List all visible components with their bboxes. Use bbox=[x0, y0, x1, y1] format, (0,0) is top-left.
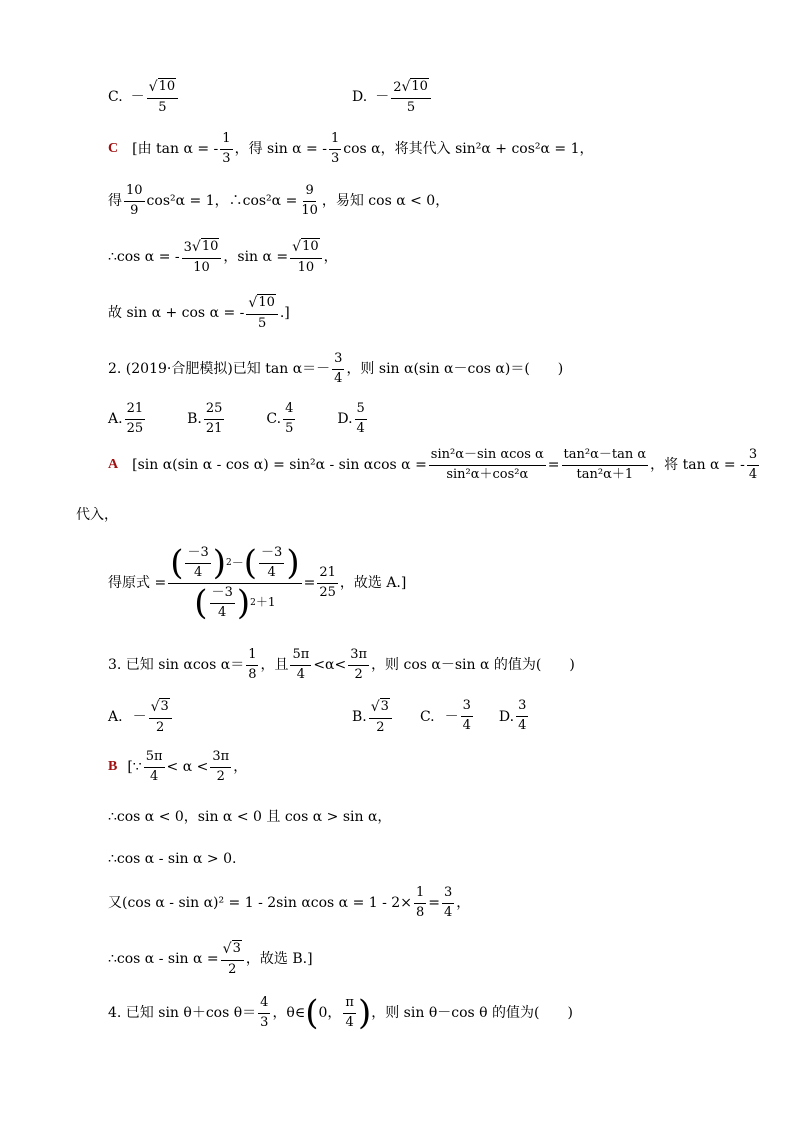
minus-sign: － bbox=[130, 88, 145, 105]
denominator: tan²α＋1 bbox=[576, 466, 634, 482]
exponent: 2 bbox=[250, 598, 256, 609]
text: <α< bbox=[313, 657, 347, 674]
text: ，易知 cos α < 0， bbox=[321, 193, 450, 210]
text: 又(cos α - sin α)² = 1 - 2sin αcos α = 1 - 2× bbox=[108, 895, 412, 912]
solution1-line2 bbox=[108, 184, 449, 219]
text: 故 sin α + cos α = - bbox=[108, 304, 245, 321]
text: = bbox=[547, 457, 560, 474]
fraction bbox=[125, 402, 146, 437]
denominator: sin²α＋cos²α bbox=[446, 466, 529, 482]
denominator: 2 bbox=[216, 768, 225, 784]
solution2-line1 bbox=[108, 448, 761, 483]
fraction bbox=[144, 750, 165, 785]
denominator: 10 bbox=[193, 259, 210, 275]
fraction bbox=[348, 648, 369, 683]
solution3-line2 bbox=[108, 810, 391, 824]
denominator: 3 bbox=[260, 1014, 269, 1030]
denominator: 5 bbox=[257, 315, 267, 331]
paren: ( bbox=[170, 543, 184, 584]
fraction bbox=[414, 886, 426, 921]
minus-sign: － bbox=[211, 584, 225, 600]
fraction bbox=[210, 750, 231, 785]
fraction: √ 10 5 bbox=[147, 78, 178, 116]
denominator: 4 bbox=[345, 1014, 354, 1030]
denominator: 25 bbox=[126, 420, 144, 436]
denominator: 2 bbox=[156, 719, 165, 735]
fraction bbox=[317, 566, 338, 601]
option-b-label: B. bbox=[352, 708, 367, 725]
fraction bbox=[332, 352, 344, 387]
solution2-line3 bbox=[108, 543, 407, 624]
radicand: 10 bbox=[158, 79, 176, 94]
numerator: 1 bbox=[220, 132, 232, 150]
numerator: 4 bbox=[283, 402, 295, 420]
denominator: 21 bbox=[205, 420, 223, 436]
fraction bbox=[429, 448, 546, 483]
question3-option-a bbox=[108, 698, 174, 736]
fraction bbox=[246, 648, 258, 683]
fraction: 2 √ 10 5 bbox=[391, 78, 431, 116]
text: ∴cos α = - bbox=[108, 248, 180, 265]
solution3-line3 bbox=[108, 852, 236, 866]
minus-sign: － bbox=[375, 88, 390, 105]
fraction bbox=[283, 402, 295, 437]
fraction bbox=[461, 699, 473, 734]
numerator: 21 bbox=[317, 566, 338, 584]
paren: ( bbox=[305, 993, 319, 1034]
text: ，则 cos α－sin α 的值为( ) bbox=[371, 657, 575, 674]
denominator: 3 bbox=[222, 150, 231, 166]
fraction: √ 3 2 bbox=[369, 698, 392, 736]
denominator: 8 bbox=[248, 666, 257, 682]
option-c-label: C. bbox=[419, 708, 435, 725]
text: 4. 已知 sin θ＋cos θ＝ bbox=[108, 1005, 257, 1022]
fraction bbox=[299, 184, 320, 219]
text: ， bbox=[456, 895, 471, 912]
numerator: 3 bbox=[224, 584, 233, 600]
denominator: 4 bbox=[748, 466, 758, 482]
text: ∴cos α < 0，sin α < 0 且 cos α > sin α， bbox=[108, 809, 392, 825]
numerator: 5π bbox=[290, 648, 311, 666]
numerator: 25 bbox=[204, 402, 225, 420]
text: ，θ∈ bbox=[272, 1005, 306, 1022]
paren: ( bbox=[243, 543, 258, 584]
option-label: D. bbox=[352, 88, 368, 105]
fraction: √ 10 10 bbox=[290, 238, 321, 276]
fraction bbox=[220, 132, 232, 167]
numerator: 5 bbox=[355, 402, 367, 420]
numerator: π bbox=[343, 996, 356, 1014]
text: 代入， bbox=[76, 507, 118, 523]
fraction bbox=[124, 184, 145, 219]
denominator: 4 bbox=[218, 604, 227, 620]
numerator: 4 bbox=[258, 996, 270, 1014]
text: [∵ bbox=[127, 759, 142, 776]
denominator: 4 bbox=[267, 564, 276, 580]
fraction bbox=[258, 996, 270, 1031]
denominator: 4 bbox=[149, 768, 159, 784]
numerator: 10 bbox=[124, 184, 145, 202]
prev-option-d bbox=[352, 78, 433, 116]
denominator: 4 bbox=[334, 370, 343, 386]
coefficient: 3 bbox=[183, 239, 192, 255]
text: 得 bbox=[108, 193, 122, 210]
denominator: 2 bbox=[354, 666, 363, 682]
numerator: 21 bbox=[125, 402, 146, 420]
text: cos α，将其代入 sin²α + cos²α = 1， bbox=[343, 141, 594, 158]
denominator: 8 bbox=[415, 904, 425, 920]
text: ，将 tan α = - bbox=[650, 457, 745, 474]
fraction: √ 3 2 bbox=[221, 940, 244, 978]
solution1-line1 bbox=[108, 132, 594, 167]
minus-sign: － bbox=[444, 708, 459, 725]
option-d-label: D. bbox=[498, 708, 515, 725]
text: = bbox=[303, 575, 316, 592]
fraction bbox=[343, 996, 356, 1031]
numerator: tan²α－tan α bbox=[562, 448, 649, 466]
fraction: √ 3 2 bbox=[149, 698, 172, 736]
minus-sign: － bbox=[132, 708, 147, 725]
numerator: 3 bbox=[747, 448, 759, 466]
denominator: 10 bbox=[297, 259, 315, 275]
coefficient: 2 bbox=[393, 79, 402, 95]
paren: ) bbox=[357, 993, 372, 1034]
answer-letter: C bbox=[108, 141, 119, 157]
option-c-label: C. bbox=[266, 411, 282, 428]
text: ，故选 A.] bbox=[339, 575, 407, 592]
minus-sign: － bbox=[231, 555, 244, 570]
fraction bbox=[329, 132, 341, 167]
text: cos²α = 1，∴cos²α = bbox=[146, 193, 298, 210]
solution3-line5 bbox=[108, 940, 313, 978]
question2-stem bbox=[108, 352, 563, 387]
option-a-label: A. bbox=[108, 411, 123, 428]
option-a-label: A. bbox=[108, 708, 123, 725]
numerator: 3π bbox=[210, 750, 231, 768]
minus-sign: － bbox=[261, 545, 275, 560]
plus-one: ＋1 bbox=[255, 595, 276, 610]
text: ，得 sin α = - bbox=[234, 141, 327, 158]
denominator: 5 bbox=[285, 420, 294, 436]
paren: ) bbox=[212, 543, 227, 584]
minus-sign: － bbox=[187, 545, 201, 560]
denominator: 4 bbox=[356, 420, 365, 436]
fraction bbox=[562, 448, 649, 483]
radicand: 3 bbox=[232, 941, 241, 956]
denominator: 3 bbox=[330, 150, 340, 166]
solution3-line1 bbox=[108, 750, 247, 785]
fraction bbox=[290, 648, 311, 683]
prev-option-c bbox=[108, 78, 180, 116]
answer-letter: B bbox=[108, 759, 118, 775]
numerator: 1 bbox=[329, 132, 341, 150]
complex-fraction bbox=[168, 543, 301, 624]
solution3-line4 bbox=[108, 886, 470, 921]
paren: ) bbox=[236, 583, 251, 624]
text: [sin α(sin α - cos α) = sin²α - sin αcos α = bbox=[132, 457, 427, 474]
numerator: 3 bbox=[274, 545, 283, 560]
numerator: 1 bbox=[246, 648, 258, 666]
fraction bbox=[355, 402, 367, 437]
text: [由 tan α = - bbox=[132, 141, 219, 158]
text: = bbox=[428, 895, 440, 912]
numerator: 3 bbox=[516, 699, 528, 717]
denominator: 4 bbox=[462, 718, 471, 734]
text: ∴cos α - sin α = bbox=[108, 950, 219, 967]
denominator: 5 bbox=[406, 99, 416, 115]
denominator: 4 bbox=[296, 666, 306, 682]
numerator: sin²α－sin αcos α bbox=[429, 448, 546, 466]
denominator: 2 bbox=[376, 719, 385, 735]
fraction bbox=[442, 886, 454, 921]
radicand: 10 bbox=[201, 239, 219, 254]
denominator: 25 bbox=[319, 584, 336, 600]
fraction: √ 10 5 bbox=[246, 294, 277, 332]
option-b-label: B. bbox=[187, 411, 202, 428]
radicand: 3 bbox=[380, 699, 389, 714]
text: ， bbox=[323, 248, 338, 265]
text: ，且 bbox=[260, 657, 289, 674]
denominator: 5 bbox=[158, 99, 167, 115]
fraction: 3 √ 10 10 bbox=[182, 238, 222, 276]
radicand: 10 bbox=[302, 239, 319, 254]
fraction bbox=[259, 546, 284, 581]
text: 2. (2019·合肥模拟)已知 tan α＝－ bbox=[108, 361, 331, 378]
denominator: 9 bbox=[130, 202, 139, 218]
fraction bbox=[516, 699, 528, 734]
paren: ( bbox=[194, 583, 208, 624]
exponent: 2 bbox=[226, 558, 232, 569]
fraction bbox=[204, 402, 225, 437]
radicand: 10 bbox=[258, 295, 275, 310]
text: ，sin α = bbox=[223, 248, 289, 265]
numerator: 3 bbox=[200, 545, 209, 560]
question3-stem bbox=[108, 648, 575, 683]
option-label: C. bbox=[108, 88, 123, 105]
text: ，故选 B.] bbox=[245, 950, 313, 967]
text: .] bbox=[279, 304, 290, 321]
solution1-line4 bbox=[108, 294, 290, 332]
numerator: 3π bbox=[348, 648, 369, 666]
fraction bbox=[210, 586, 235, 621]
text: ，则 sin α(sin α－cos α)＝( ) bbox=[346, 361, 564, 378]
text: < α < bbox=[166, 759, 209, 776]
solution1-line3 bbox=[108, 238, 338, 276]
denominator: 4 bbox=[193, 564, 203, 580]
radicand: 10 bbox=[411, 79, 428, 94]
numerator: 5π bbox=[144, 750, 165, 768]
numerator: 3 bbox=[461, 699, 473, 717]
option-d-label: D. bbox=[337, 411, 353, 428]
denominator: 10 bbox=[301, 202, 318, 218]
denominator: 4 bbox=[443, 904, 453, 920]
radicand: 3 bbox=[160, 699, 169, 714]
numerator: 1 bbox=[414, 886, 426, 904]
fraction bbox=[185, 546, 210, 581]
answer-letter: A bbox=[108, 457, 119, 473]
text: 得原式 = bbox=[108, 575, 167, 592]
question3-options-bcd bbox=[352, 698, 530, 736]
question2-options bbox=[108, 402, 369, 437]
numerator: 3 bbox=[442, 886, 454, 904]
denominator: 2 bbox=[228, 961, 237, 977]
numerator: 3 bbox=[332, 352, 344, 370]
text: 0， bbox=[318, 1005, 342, 1022]
fraction bbox=[747, 448, 759, 483]
text: ，则 sin θ－cos θ 的值为( ) bbox=[371, 1005, 573, 1022]
solution2-line2 bbox=[76, 508, 118, 522]
denominator: 4 bbox=[518, 718, 527, 734]
question4-stem bbox=[108, 993, 573, 1034]
text: ， bbox=[233, 759, 248, 776]
paren: ) bbox=[286, 543, 300, 584]
numerator: 9 bbox=[303, 184, 315, 202]
text: ∴cos α - sin α > 0. bbox=[108, 851, 237, 867]
text: 3. 已知 sin αcos α＝ bbox=[108, 657, 245, 674]
